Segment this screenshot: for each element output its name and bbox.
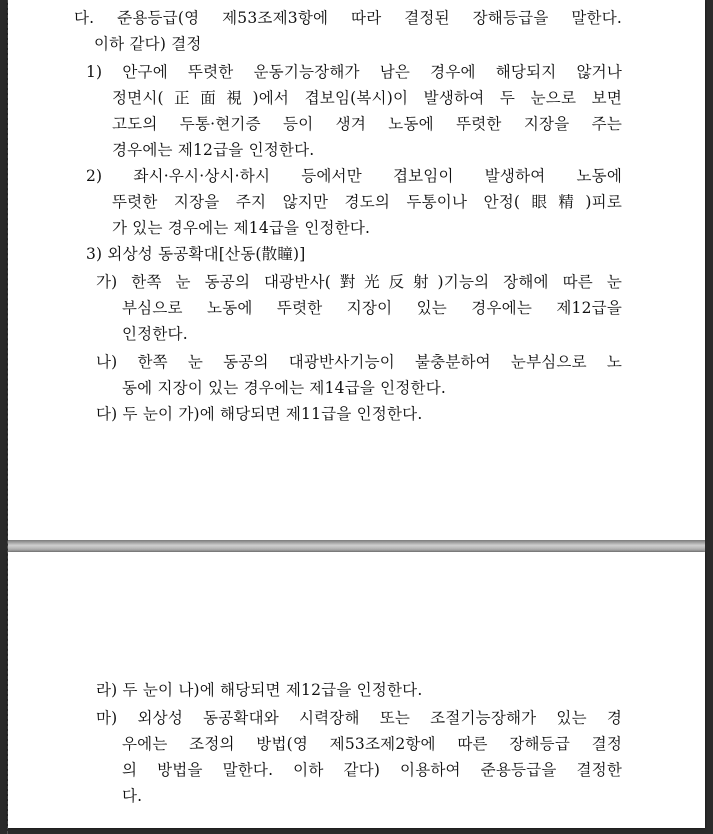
text-line: 정면시(正面視)에서 겹보임(복시)이 발생하여 두 눈으로 보면: [112, 89, 622, 107]
text-line: 라) 두 눈이 나)에 해당되면 제12급을 인정한다.: [96, 681, 423, 699]
text-line: 가) 한쪽 눈 동공의 대광반사(對光反射)기능의 장해에 따른 눈: [96, 273, 622, 291]
text-line: 2) 좌시·우시·상시·하시 등에서만 겹보임이 발생하여 노동에: [86, 167, 622, 185]
text-line: 다.: [122, 787, 143, 805]
text-line: 3) 외상성 동공확대[산동(散瞳)]: [86, 245, 306, 263]
text-line: 뚜렷한 지장을 주지 않지만 경도의 두통이나 안정(眼精)피로: [112, 193, 622, 211]
page-edge: [0, 0, 8, 834]
text-line: 나) 한쪽 눈 동공의 대광반사기능이 불충분하여 눈부심으로 노: [96, 353, 622, 371]
document-page-1: [8, 0, 705, 540]
text-line: 동에 지장이 있는 경우에는 제14급을 인정한다.: [122, 379, 447, 397]
text-line: 의 방법을 말한다. 이하 같다) 이용하여 준용등급을 결정한: [122, 761, 622, 779]
document-page-2: [8, 552, 705, 828]
page-separator: [8, 540, 705, 552]
text-line: 가 있는 경우에는 제14급을 인정한다.: [112, 219, 371, 237]
text-line: 인정한다.: [122, 325, 188, 343]
text-line: 경우에는 제12급을 인정한다.: [112, 141, 315, 159]
text-line: 우에는 조정의 방법(영 제53조제2항에 따른 장해등급 결정: [122, 735, 622, 753]
text-line: 다. 준용등급(영 제53조제3항에 따라 결정된 장해등급을 말한다.: [74, 9, 622, 27]
text-line: 다) 두 눈이 가)에 해당되면 제11급을 인정한다.: [96, 405, 423, 423]
text-line: 이하 같다) 결정: [94, 35, 202, 53]
text-line: 고도의 두통·현기증 등이 생겨 노동에 뚜렷한 지장을 주는: [112, 115, 622, 133]
text-line: 마) 외상성 동공확대와 시력장해 또는 조절기능장해가 있는 경: [96, 709, 622, 727]
text-line: 1) 안구에 뚜렷한 운동기능장해가 남은 경우에 해당되지 않거나: [86, 63, 622, 81]
text-line: 부심으로 노동에 뚜렷한 지장이 있는 경우에는 제12급을: [122, 299, 622, 317]
